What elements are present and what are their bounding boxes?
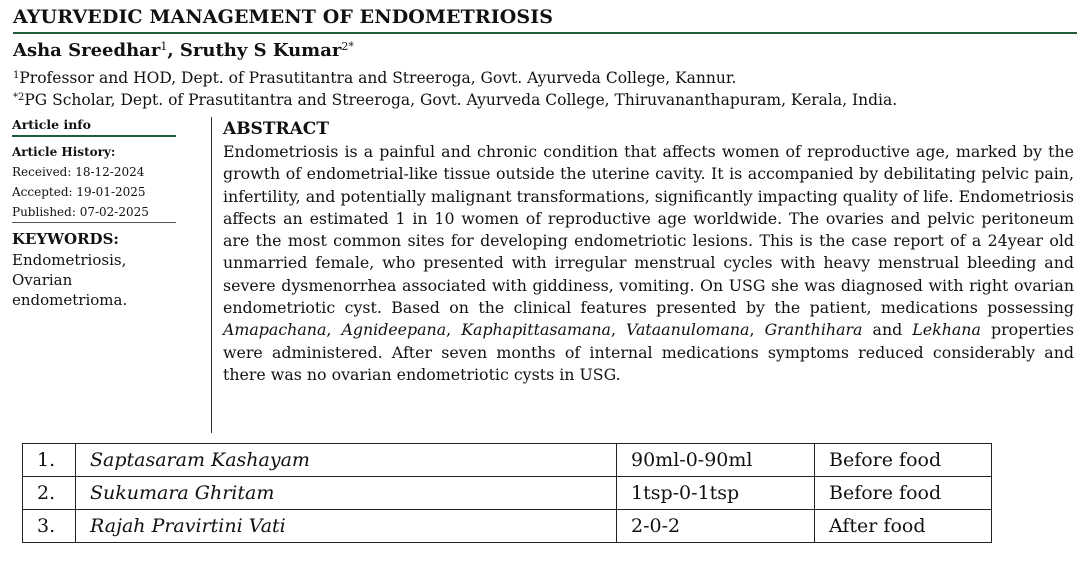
- accepted-date: Accepted: 19-01-2025: [12, 185, 146, 199]
- author-line: [13, 40, 354, 61]
- abstract-heading: ABSTRACT: [223, 119, 329, 139]
- medicine-dose: 90ml-0-90ml: [617, 444, 815, 477]
- abstract-body: [223, 141, 1074, 386]
- affiliation-1: [13, 69, 736, 87]
- medicine-dose: 1tsp-0-1tsp: [617, 477, 815, 510]
- separator: ,: [749, 320, 765, 340]
- author-marker: 2*: [341, 40, 354, 53]
- table-row: [23, 444, 992, 477]
- medicine-dose: 2-0-2: [617, 510, 815, 543]
- medicine-table: [22, 443, 992, 543]
- affiliation-text: Professor and HOD, Dept. of Prasutitantra and Streeroga, Govt. Ayurveda College, Kannur.: [19, 69, 737, 87]
- medicine-name: Sukumara Ghritam: [76, 477, 617, 510]
- author-name: Asha Sreedhar: [13, 40, 161, 61]
- separator: and: [862, 320, 913, 340]
- medicine-timing: Before food: [815, 477, 992, 510]
- author-separator: ,: [167, 40, 180, 61]
- medicine-timing: Before food: [815, 444, 992, 477]
- drug-term: Agnideepana: [341, 320, 447, 340]
- affiliation-marker: 1: [13, 70, 20, 81]
- keywords-list: Endometriosis, Ovarian endometrioma.: [12, 251, 128, 309]
- table-row: [23, 477, 992, 510]
- separator: ,: [446, 320, 462, 340]
- keywords-heading: KEYWORDS:: [12, 230, 119, 248]
- medicine-timing: After food: [815, 510, 992, 543]
- medicine-name: Saptasaram Kashayam: [76, 444, 617, 477]
- separator: ,: [610, 320, 627, 340]
- table-row: [23, 510, 992, 543]
- abstract-section: [223, 118, 1074, 386]
- separator: ,: [326, 320, 342, 340]
- author-name: Sruthy S Kumar: [179, 40, 342, 61]
- author-marker: 1: [160, 40, 168, 53]
- row-number: 3.: [23, 510, 76, 543]
- column-divider: [211, 117, 212, 433]
- medicine-name: Rajah Pravirtini Vati: [76, 510, 617, 543]
- abstract-text: properties were administered. After seven months of internal medications symptoms reduced considerably and there was no ovarian endometriotic cysts in USG.: [223, 320, 1074, 384]
- history-divider: [12, 222, 176, 223]
- article-info-heading: Article info: [12, 117, 176, 137]
- drug-term: Amapachana: [223, 320, 327, 340]
- row-number: 1.: [23, 444, 76, 477]
- published-date: Published: 07-02-2025: [12, 205, 149, 219]
- drug-term: Kaphapittasamana: [461, 320, 611, 340]
- drug-term: Lekhana: [912, 320, 981, 340]
- received-date: Received: 18-12-2024: [12, 165, 145, 179]
- article-history: [12, 137, 176, 222]
- affiliation-marker: *2: [13, 92, 25, 103]
- history-label: Article History:: [12, 145, 116, 159]
- drug-term: Vataanulomana: [626, 320, 750, 340]
- affiliation-text: PG Scholar, Dept. of Prasutitantra and Streeroga, Govt. Ayurveda College, Thiruvananthapuram, Kerala, India.: [24, 91, 898, 109]
- row-number: 2.: [23, 477, 76, 510]
- drug-term: Granthihara: [764, 320, 863, 340]
- affiliation-2: [13, 91, 897, 109]
- article-info-panel: [12, 117, 176, 310]
- paper-title: AYURVEDIC MANAGEMENT OF ENDOMETRIOSIS: [13, 6, 1077, 34]
- abstract-text: Endometriosis is a painful and chronic condition that affects women of reproductive age, marked by the growth of endometrial-like tissue outside the uterine cavity. It is accompanied by debilitating pelvic pain, infertility, and potentially malignant transformations, significantly impacting quality of life. Endometriosis affects an estimated 1 in 10 women of reproductive age worldwide. The ovaries and pelvic peritoneum are the most common sites for developing endometriotic lesions. This is the case report of a 24year old unmarried female, who presented with irregular menstrual cycles with heavy menstrual bleeding and severe dysmenorrhea associated with giddiness, vomiting. On USG she was diagnosed with right ovarian endometriotic cyst. Based on the clinical features presented by the patient, medications possessing: [223, 142, 1074, 318]
